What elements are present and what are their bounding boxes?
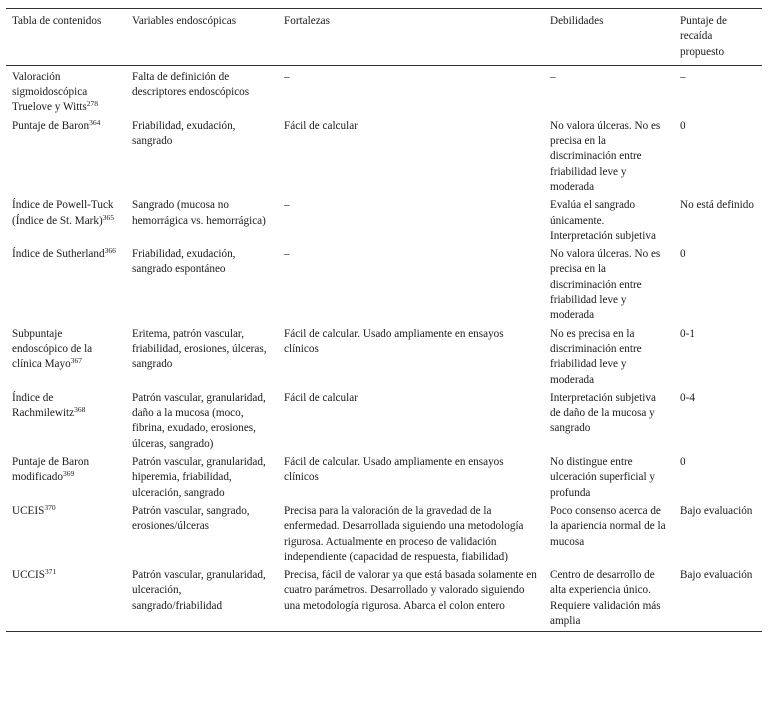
table-row bbox=[6, 454, 762, 503]
reference-number: 369 bbox=[62, 469, 75, 479]
column-header-strengths: Fortalezas bbox=[284, 15, 330, 27]
relapse-score-cell: 0 bbox=[680, 456, 686, 469]
index-name: Subpuntaje endoscópico de la clínica Mayo bbox=[12, 327, 93, 371]
table-row bbox=[6, 326, 762, 390]
index-name-cell bbox=[6, 197, 126, 246]
index-name-cell bbox=[6, 326, 126, 390]
variables-cell: Friabilidad, exudación, sangrado espontáneo bbox=[132, 248, 236, 276]
reference-number: 370 bbox=[44, 502, 56, 512]
relapse-score-cell: 0 bbox=[680, 119, 686, 132]
relapse-score-cell: 0-1 bbox=[680, 327, 695, 340]
index-name-cell bbox=[6, 567, 126, 632]
weaknesses-cell: No es precisa en la discriminación entre friabilidad leve y moderada bbox=[550, 327, 642, 386]
index-name-cell bbox=[6, 390, 126, 454]
variables-cell: Falta de definición de descriptores endoscópicos bbox=[132, 70, 250, 99]
reference-number: 364 bbox=[89, 117, 101, 127]
weaknesses-cell: Evalúa el sangrado únicamente. Interpretación subjetiva bbox=[550, 199, 656, 242]
relapse-score-cell: 0 bbox=[680, 248, 686, 261]
table-row bbox=[6, 390, 762, 454]
strengths-cell: – bbox=[284, 199, 290, 212]
reference-number: 367 bbox=[70, 356, 82, 366]
strengths-cell: Fácil de calcular bbox=[284, 119, 358, 132]
endoscopic-indices-table-container bbox=[6, 8, 762, 632]
reference-number: 366 bbox=[104, 246, 116, 256]
index-name: Puntaje de Baron bbox=[12, 119, 90, 132]
strengths-cell: Fácil de calcular. Usado ampliamente en ensayos clínicos bbox=[284, 327, 504, 355]
strengths-cell: Fácil de calcular bbox=[284, 391, 358, 404]
reference-number: 371 bbox=[44, 567, 57, 577]
endoscopic-indices-table bbox=[6, 8, 762, 632]
table-row bbox=[6, 118, 762, 197]
column-header-weaknesses: Debilidades bbox=[550, 15, 604, 27]
column-header-contents: Tabla de contenidos bbox=[12, 15, 102, 27]
index-name: UCEIS bbox=[12, 504, 45, 517]
variables-cell: Sangrado (mucosa no hemorrágica vs. hemorrágica) bbox=[132, 199, 266, 227]
reference-number: 365 bbox=[102, 212, 114, 222]
table-body bbox=[6, 65, 762, 631]
relapse-score-cell: No está definido bbox=[680, 199, 754, 212]
relapse-score-cell: Bajo evaluación bbox=[680, 569, 753, 582]
strengths-cell: Precisa para la valoración de la gravedad de la enfermedad. Desarrollada siguiendo una metodología rigurosa. Actualmente en proceso de validación independiente (capacidad de respuesta, fiabilidad) bbox=[284, 504, 524, 563]
weaknesses-cell: Interpretación subjetiva de daño de la mucosa y sangrado bbox=[550, 391, 656, 435]
table-row bbox=[6, 503, 762, 567]
index-name: Valoración sigmoidoscópica Truelove y Witts bbox=[12, 70, 88, 114]
column-header-variables: Variables endoscópicas bbox=[132, 15, 237, 27]
index-name-cell bbox=[6, 454, 126, 503]
index-name: UCCIS bbox=[12, 569, 45, 582]
index-name: Índice de Rachmilewitz bbox=[12, 391, 75, 420]
index-name-cell bbox=[6, 65, 126, 117]
index-name-cell bbox=[6, 118, 126, 197]
weaknesses-cell: – bbox=[550, 70, 556, 83]
weaknesses-cell: Poco consenso acerca de la apariencia normal de la mucosa bbox=[550, 504, 666, 548]
weaknesses-cell: No valora úlceras. No es precisa en la discriminación entre friabilidad leve y moderada bbox=[550, 119, 661, 193]
variables-cell: Friabilidad, exudación, sangrado bbox=[132, 119, 236, 148]
column-header-relapse-score: Puntaje de recaída propuesto bbox=[680, 15, 727, 58]
strengths-cell: – bbox=[284, 70, 290, 83]
index-name: Puntaje de Baron modificado bbox=[12, 456, 90, 484]
relapse-score-cell: Bajo evaluación bbox=[680, 504, 753, 517]
variables-cell: Patrón vascular, granularidad, daño a la mucosa (moco, fibrina, exudado, erosiones, úlceras, sangrado) bbox=[132, 391, 266, 450]
table-row bbox=[6, 567, 762, 632]
reference-number: 278 bbox=[86, 99, 99, 109]
weaknesses-cell: No valora úlceras. No es precisa en la discriminación entre friabilidad leve y moderada bbox=[550, 248, 661, 322]
variables-cell: Eritema, patrón vascular, friabilidad, erosiones, úlceras, sangrado bbox=[132, 327, 267, 371]
table-row bbox=[6, 65, 762, 117]
variables-cell: Patrón vascular, granularidad, hiperemia, friabilidad, ulceración, sangrado bbox=[132, 456, 266, 499]
weaknesses-cell: Centro de desarrollo de alta experiencia único. Requiere validación más amplia bbox=[550, 569, 661, 627]
table-row bbox=[6, 246, 762, 325]
strengths-cell: Precisa, fácil de valorar ya que está basada solamente en cuatro parámetros. Desarrollado y valorado siguiendo una metodología rigurosa. Abarca el colon entero bbox=[284, 569, 537, 612]
index-name: Índice de Sutherland bbox=[12, 248, 105, 261]
relapse-score-cell: – bbox=[680, 70, 686, 83]
index-name-cell bbox=[6, 503, 126, 567]
strengths-cell: Fácil de calcular. Usado ampliamente en ensayos clínicos bbox=[284, 456, 504, 484]
variables-cell: Patrón vascular, granularidad, ulceración, sangrado/friabilidad bbox=[132, 569, 266, 612]
header-row bbox=[6, 9, 762, 66]
index-name-cell bbox=[6, 246, 126, 325]
table-header bbox=[6, 9, 762, 66]
index-name: Índice de Powell-Tuck (Índice de St. Mark) bbox=[12, 199, 114, 227]
variables-cell: Patrón vascular, sangrado, erosiones/úlceras bbox=[132, 504, 250, 533]
reference-number: 368 bbox=[74, 405, 86, 415]
table-row bbox=[6, 197, 762, 246]
strengths-cell: – bbox=[284, 248, 290, 261]
relapse-score-cell: 0-4 bbox=[680, 391, 695, 404]
weaknesses-cell: No distingue entre ulceración superficial y profunda bbox=[550, 456, 655, 499]
